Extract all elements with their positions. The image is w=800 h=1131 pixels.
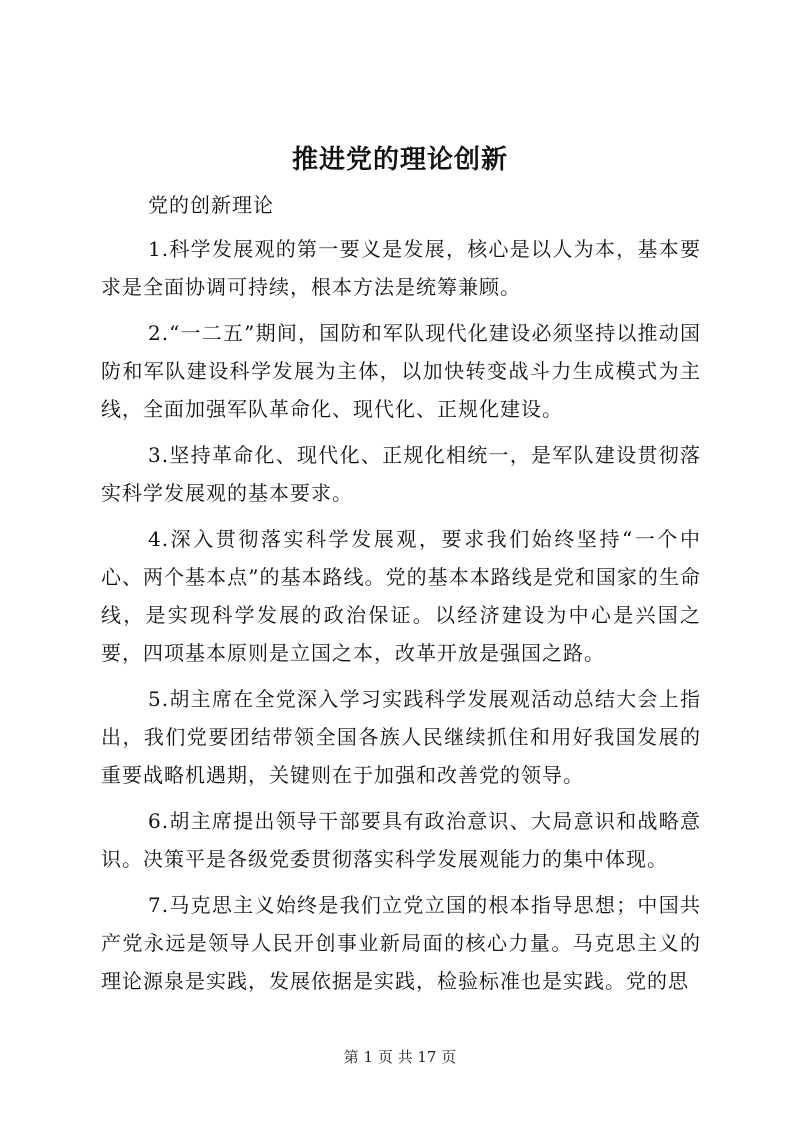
paragraph-5: 5.胡主席在全党深入学习实践科学发展观活动总结大会上指出，我们党要团结带领全国各族人民继续抓住和用好我国发展的重要战略机遇期，关键则在于加强和改善党的领导。 (101, 687, 701, 787)
paragraph-1: 1.科学发展观的第一要义是发展，核心是以人为本，基本要求是全面协调可持续，根本方法是统筹兼顾。 (101, 237, 701, 299)
document-title: 推进党的理论创新 (291, 145, 508, 175)
paragraph-3: 3.坚持革命化、现代化、正规化相统一，是军队建设贯彻落实科学发展观的基本要求。 (101, 443, 701, 505)
paragraph-4: 4.深入贯彻落实科学发展观，要求我们始终坚持“一个中心、两个基本点”的基本路线。党的基本本路线是党和国家的生命线，是实现科学发展的政治保证。以经济建设为中心是兴国之要，四项基本原则是立国之本，改革开放是强国之路。 (101, 527, 701, 665)
document-body (101, 186, 701, 1008)
page-footer: 第 1 页 共 17 页 (343, 1048, 457, 1066)
paragraph-2: 2.“一二五”期间，国防和军队现代化建设必须坚持以推动国防和军队建设科学发展为主体，以加快转变战斗力生成模式为主线，全面加强军队革命化、现代化、正规化建设。 (101, 321, 701, 421)
section-heading: 党的创新理论 (148, 193, 274, 217)
paragraph-7: 7.马克思主义始终是我们立党立国的根本指导思想；中国共产党永远是领导人民开创事业新局面的核心力量。马克思主义的理论源泉是实践，发展依据是实践，检验标准也是实践。党的思 (101, 893, 701, 993)
paragraph-6: 6.胡主席提出领导干部要具有政治意识、大局意识和战略意识。决策平是各级党委贯彻落实科学发展观能力的集中体现。 (101, 809, 701, 871)
